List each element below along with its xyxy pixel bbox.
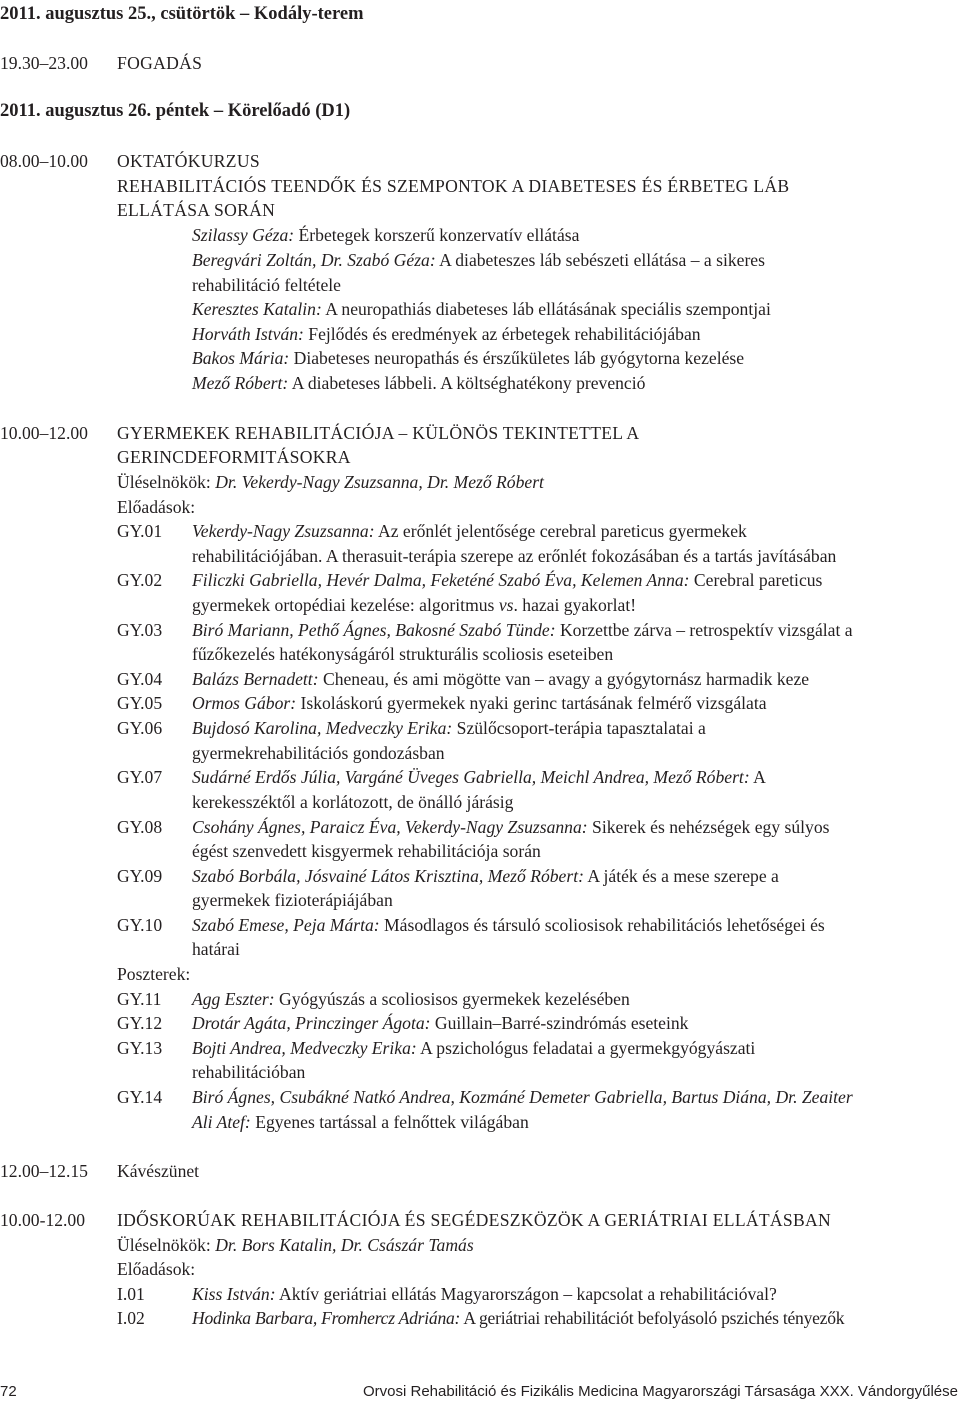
list-item: [192, 815, 960, 840]
item-title: A játék és a mese szerepe a: [583, 866, 779, 886]
item-id: GY.11: [117, 989, 162, 1009]
coffee-title: Kávészünet: [117, 1161, 200, 1181]
item-id: GY.04: [117, 669, 163, 689]
item-id: GY.10: [117, 915, 163, 935]
item-title: Az erőnlét jelentősége cerebral pareticus gyermekek: [374, 521, 747, 541]
session2-title-2: GERINCDEFORMITÁSOKRA: [117, 447, 351, 467]
item-title: Egyenes tartással a felnőttek világában: [250, 1112, 529, 1132]
item-title-cont: gyermekrehabilitációs gondozásban: [192, 743, 445, 763]
list-item: [192, 1282, 960, 1307]
item-author: Bujdosó Karolina, Medveczky Erika:: [192, 718, 453, 738]
item-id: GY.03: [117, 620, 163, 640]
session3-title-1: IDŐSKORÚAK REHABILITÁCIÓJA ÉS SEGÉDESZKÖZÖK A GERIÁTRIAI ELLÁTÁSBAN: [117, 1210, 832, 1230]
list-item: [192, 1036, 960, 1061]
chairs-names: Dr. Vekerdy-Nagy Zsuzsanna, Dr. Mező Róbert: [215, 472, 544, 492]
item-title: Korzettbe zárva – retrospektív vizsgálat a: [555, 620, 853, 640]
session1-time: 08.00–10.00: [0, 151, 88, 171]
item-title: Másodlagos és társuló scoliosisok rehabilitációs lehetőségei és: [379, 915, 825, 935]
talk-author: Keresztes Katalin:: [192, 299, 322, 319]
talk-title: Érbetegek korszerű konzervatív ellátása: [294, 225, 580, 245]
item-title-part: . hazai gyakorlat!: [513, 595, 637, 615]
item-id: GY.05: [117, 693, 163, 713]
talk-title: A neuropathiás diabeteses láb ellátásának speciális szempontjai: [321, 299, 771, 319]
item-id: GY.08: [117, 817, 163, 837]
journal-title: Orvosi Rehabilitáció és Fizikális Medicina Magyarországi Társasága XXX. Vándorgyűlése: [363, 1383, 958, 1400]
item-title: Sikerek és nehézségek egy súlyos: [587, 817, 830, 837]
item-title: Gyógyúszás a scoliosisos gyermekek kezelésében: [274, 989, 630, 1009]
item-id: GY.14: [117, 1087, 163, 1107]
item-author: Agg Eszter:: [192, 989, 275, 1009]
session2-posters-label: Poszterek:: [117, 964, 191, 984]
session1-talk: [192, 223, 960, 248]
session1-talk: [192, 346, 960, 371]
item-author: Kiss István:: [192, 1284, 276, 1304]
item-author: Ormos Gábor:: [192, 693, 297, 713]
day-heading-2: 2011. augusztus 26. péntek – Körelőadó (D1): [0, 101, 351, 121]
session2-chairs: [117, 470, 960, 495]
item-author: Biró Ágnes, Csubákné Natkó Andrea, Kozmáné Demeter Gabriella, Bartus Diána, Dr. Zeaiter: [192, 1087, 853, 1107]
item-title: Szülőcsoport-terápia tapasztalatai a: [452, 718, 706, 738]
item-title: Aktív geriátriai ellátás Magyarországon – kapcsolat a rehabilitációval?: [275, 1284, 777, 1304]
list-item: [192, 716, 960, 741]
item-title-cont: határai: [192, 939, 240, 959]
coffee-time: 12.00–12.15: [0, 1161, 88, 1181]
talk-author: Beregvári Zoltán, Dr. Szabó Géza:: [192, 250, 436, 270]
item-id: I.01: [117, 1284, 145, 1304]
talk-author: Szilassy Géza:: [192, 225, 295, 245]
chairs-label: Üléselnökök:: [117, 1235, 216, 1255]
list-item: [192, 568, 960, 593]
session1-talk: [192, 248, 960, 273]
session1-talk: [192, 322, 960, 347]
item-id: I.02: [117, 1308, 145, 1328]
item-title: A pszichológus feladatai a gyermekgyógyászati: [416, 1038, 756, 1058]
item-title: Cheneau, és ami mögötte van – avagy a gyógytornász harmadik keze: [318, 669, 810, 689]
day-heading-1: 2011. augusztus 25., csütörtök – Kodály-terem: [0, 4, 364, 24]
item-author: Drotár Agáta, Princzinger Ágota:: [192, 1013, 431, 1033]
item-author: Csohány Ágnes, Paraicz Éva, Vekerdy-Nagy Zsuzsanna:: [192, 817, 588, 837]
session3-chairs: [117, 1233, 960, 1258]
list-item: [192, 1306, 960, 1331]
talk-title-cont: rehabilitáció feltétele: [192, 275, 341, 295]
item-id: GY.06: [117, 718, 163, 738]
session1-talk: [192, 297, 960, 322]
chairs-label: Üléselnökök:: [117, 472, 216, 492]
item-id: GY.13: [117, 1038, 163, 1058]
chairs-names: Dr. Bors Katalin, Dr. Császár Tamás: [215, 1235, 474, 1255]
session1-talk: [192, 371, 960, 396]
item-title-cont: rehabilitációban: [192, 1062, 306, 1082]
session2-time: 10.00–12.00: [0, 423, 88, 443]
talk-author: Bakos Mária:: [192, 348, 290, 368]
list-item: [192, 618, 960, 643]
fogadas-title: FOGADÁS: [117, 53, 203, 73]
item-author: Hodinka Barbara, Fromhercz Adriána:: [192, 1308, 461, 1328]
list-item: [192, 519, 960, 544]
session3-time: 10.00-12.00: [0, 1210, 86, 1230]
item-title: Iskoláskorú gyermekek nyaki gerinc tartásának felmérő vizsgálata: [296, 693, 767, 713]
list-item: [192, 987, 960, 1012]
item-title-cont: kerekesszéktől a korlátozott, de önálló járásig: [192, 792, 514, 812]
list-item: [192, 1110, 960, 1135]
item-title-part: gyermekek ortopédiai kezelése: algoritmus: [192, 595, 499, 615]
session1-title-2: REHABILITÁCIÓS TEENDŐK ÉS SZEMPONTOK A DIABETESES ÉS ÉRBETEG LÁB: [117, 176, 790, 196]
talk-title: A diabeteszes láb sebészeti ellátása – a sikeres: [435, 250, 765, 270]
session2-lectures-label: Előadások:: [117, 497, 196, 517]
item-id: GY.01: [117, 521, 163, 541]
list-item: [192, 913, 960, 938]
item-author: Vekerdy-Nagy Zsuzsanna:: [192, 521, 375, 541]
item-id: GY.07: [117, 767, 163, 787]
item-title-cont: rehabilitációjában. A therasuit-terápia szerepe az erőnlét fokozásában és a tartás javításában: [192, 546, 837, 566]
talk-title: A diabeteses lábbeli. A költséghatékony prevenció: [288, 373, 646, 393]
item-author: Bojti Andrea, Medveczky Erika:: [192, 1038, 417, 1058]
fogadas-time: 19.30–23.00: [0, 53, 88, 73]
item-title-cont: [192, 593, 960, 618]
item-author: Szabó Borbála, Jósvainé Látos Krisztina, Mező Róbert:: [192, 866, 584, 886]
item-title-cont: gyermekek fizioterápiájában: [192, 890, 393, 910]
item-title: A geriátriai rehabilitációt befolyásoló pszichés tényezők: [460, 1308, 845, 1328]
talk-author: Mező Róbert:: [192, 373, 289, 393]
page-number: 72: [0, 1383, 17, 1400]
item-author: Biró Mariann, Pethő Ágnes, Bakosné Szabó Tünde:: [192, 620, 556, 640]
item-title-cont: fűzőkezelés hatékonyságáról strukturális scoliosis eseteiben: [192, 644, 614, 664]
item-author: Sudárné Erdős Júlia, Vargáné Üveges Gabriella, Meichl Andrea, Mező Róbert:: [192, 767, 750, 787]
list-item: [192, 1011, 960, 1036]
list-item: [192, 667, 960, 692]
item-author: Szabó Emese, Peja Márta:: [192, 915, 380, 935]
list-item: [192, 864, 960, 889]
talk-title: Diabeteses neuropathás és érszűkületes láb gyógytorna kezelése: [289, 348, 745, 368]
item-id: GY.02: [117, 570, 163, 590]
page-footer: [0, 1380, 960, 1404]
session2-title-1: GYERMEKEK REHABILITÁCIÓJA – KÜLÖNÖS TEKINTETTEL A: [117, 423, 640, 443]
item-id: GY.09: [117, 866, 163, 886]
item-title-vs: vs: [498, 595, 514, 615]
item-title: Guillain–Barré-szindrómás eseteink: [430, 1013, 689, 1033]
item-author: Ali Atef:: [192, 1112, 251, 1132]
list-item: [192, 691, 960, 716]
item-title: Cerebral pareticus: [689, 570, 823, 590]
session1-title-1: OKTATÓKURZUS: [117, 151, 260, 171]
item-author: Filiczki Gabriella, Hevér Dalma, Feketéné Szabó Éva, Kelemen Anna:: [192, 570, 690, 590]
session3-lectures-label: Előadások:: [117, 1259, 196, 1279]
item-title-cont: égést szenvedett kisgyermek rehabilitációja során: [192, 841, 541, 861]
session1-title-3: ELLÁTÁSA SORÁN: [117, 200, 276, 220]
talk-title: Fejlődés és eredmények az érbetegek rehabilitációjában: [303, 324, 701, 344]
list-item: [192, 765, 960, 790]
item-title: A: [749, 767, 766, 787]
item-id: GY.12: [117, 1013, 163, 1033]
item-author: Balázs Bernadett:: [192, 669, 319, 689]
talk-author: Horváth István:: [192, 324, 304, 344]
